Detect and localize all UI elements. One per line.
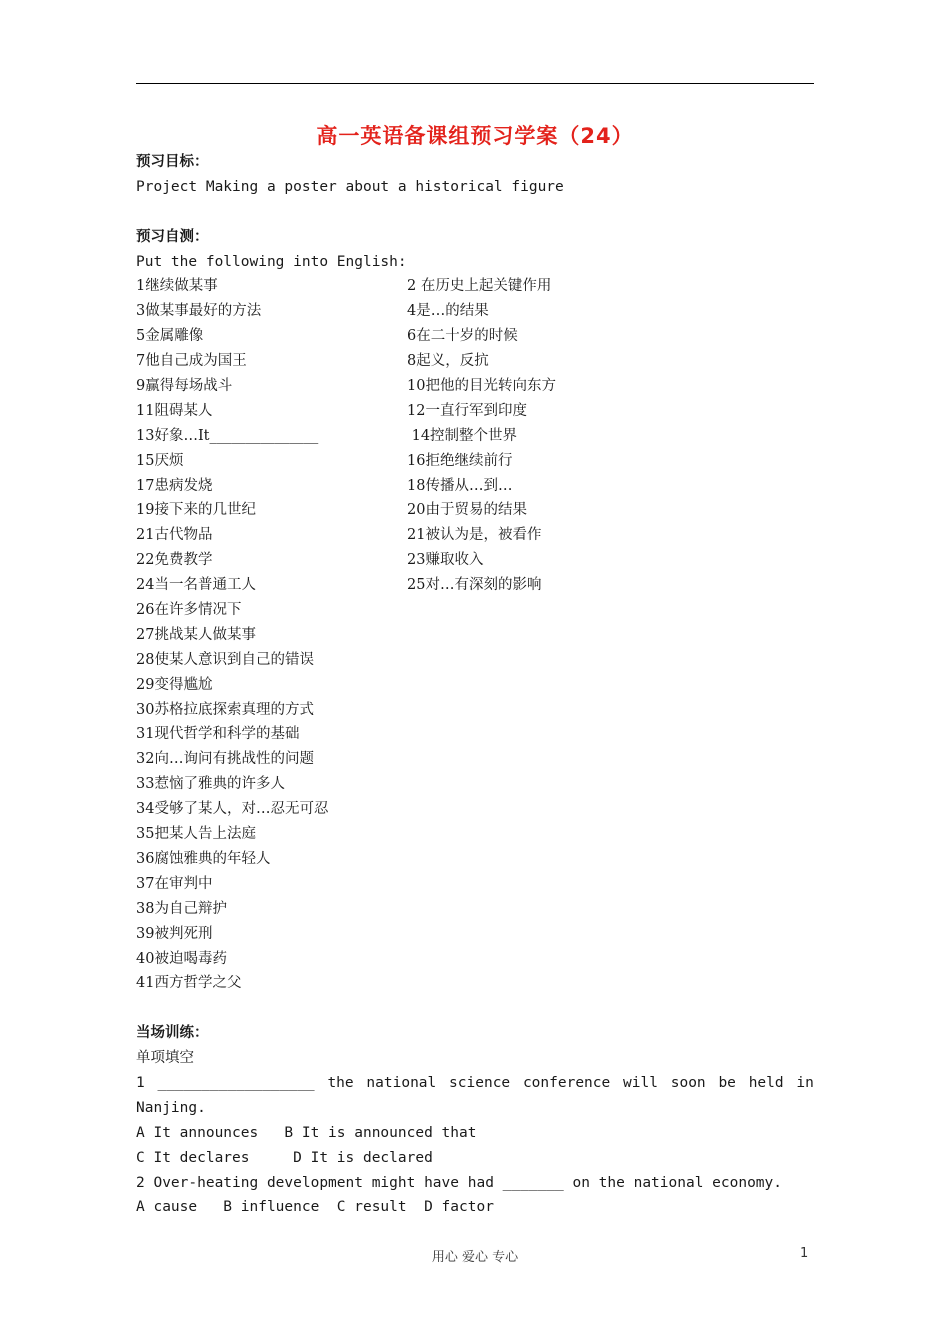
phrase-item: 7他自己成为国王: [136, 353, 247, 370]
self-test-instruction: Put the following into English:: [136, 253, 407, 270]
phrase-item: 15厌烦: [136, 452, 184, 469]
phrase-item: 24当一名普通工人: [136, 577, 256, 594]
question-1-word: held: [748, 1074, 784, 1091]
phrase-pair-row: [136, 498, 814, 523]
phrase-pair-row: [136, 548, 814, 573]
phrase-item: 4是…的结果: [407, 303, 489, 320]
question-1-word: will: [623, 1074, 658, 1091]
phrase-pair-row: [136, 274, 814, 299]
question-1-options-cd: C It declares D It is declared: [136, 1149, 433, 1166]
phrase-item: 22免费教学: [136, 552, 213, 569]
phrase-item: 40被迫喝毒药: [136, 950, 227, 967]
phrase-pair-row: [136, 399, 814, 424]
phrase-item: 32向…询问有挑战性的问题: [136, 751, 314, 768]
question-2: 2 Over-heating development might have had _______ on the national economy.: [136, 1174, 783, 1191]
phrase-item: 16拒绝继续前行: [407, 452, 513, 469]
phrase-item: 25对…有深刻的影响: [407, 577, 542, 594]
question-1-word: the: [327, 1074, 354, 1091]
phrase-item: 29变得尴尬: [136, 676, 213, 693]
phrase-item: 19接下来的几世纪: [136, 502, 256, 519]
phrase-item: 17患病发烧: [136, 477, 213, 494]
question-1-word: national: [366, 1074, 437, 1091]
phrase-pair-row: [136, 424, 814, 449]
phrase-item: 35把某人告上法庭: [136, 826, 256, 843]
phrase-item: 5金属雕像: [136, 328, 204, 345]
question-1-word: soon: [670, 1074, 706, 1091]
phrase-item: 34受够了某人，对…忍无可忍: [136, 801, 329, 818]
practice-subheading: 单项填空: [136, 1050, 194, 1067]
phrase-pair-list: [136, 274, 814, 598]
question-1-continued: Nanjing.: [136, 1099, 206, 1116]
phrase-pair-row: [136, 374, 814, 399]
question-1-word: 1: [136, 1074, 145, 1091]
question-1-word: conference: [522, 1074, 611, 1091]
phrase-item: 11阻碍某人: [136, 402, 213, 419]
phrase-item: 27挑战某人做某事: [136, 626, 256, 643]
phrase-item: 14控制整个世界: [407, 427, 518, 444]
phrase-item: 41西方哲学之父: [136, 975, 242, 992]
question-1-word: in: [796, 1074, 814, 1091]
phrase-item: 18传播从…到…: [407, 477, 513, 494]
phrase-item: 1继续做某事: [136, 278, 218, 295]
phrase-item: 31现代哲学和科学的基础: [136, 726, 300, 743]
document-body: [136, 150, 814, 1220]
page-number: 1: [800, 1246, 809, 1261]
phrase-item: 3做某事最好的方法: [136, 303, 262, 320]
footer-text: 用心 爱心 专心: [431, 1250, 519, 1265]
phrase-item: 10把他的目光转向东方: [407, 378, 556, 395]
question-1: [136, 1071, 814, 1096]
document-title: 高一英语备课组预习学案（24）: [316, 124, 634, 148]
phrase-pair-row: [136, 299, 814, 324]
question-1-word: be: [718, 1074, 736, 1091]
phrase-item: 28使某人意识到自己的错误: [136, 651, 314, 668]
phrase-item: 9赢得每场战斗: [136, 378, 233, 395]
phrase-pair-row: [136, 474, 814, 499]
preview-goal-heading: 预习目标：: [136, 154, 209, 170]
phrase-pair-row: [136, 573, 814, 598]
practice-heading: 当场训练：: [136, 1025, 209, 1042]
phrase-item: 37在审判中: [136, 875, 213, 892]
phrase-item: 8起义，反抗: [407, 353, 489, 370]
phrase-item: 6在二十岁的时候: [407, 328, 518, 345]
phrase-item: 12一直行军到印度: [407, 402, 527, 419]
phrase-pair-row: [136, 324, 814, 349]
phrase-item: 38为自己辩护: [136, 900, 227, 917]
header-rule: [136, 83, 814, 84]
phrase-item: 21古代物品: [136, 527, 213, 544]
phrase-item: 26在许多情况下: [136, 602, 242, 619]
phrase-item: 36腐蚀雅典的年轻人: [136, 850, 271, 867]
phrase-pair-row: [136, 523, 814, 548]
phrase-item: 23赚取收入: [407, 552, 484, 569]
phrase-item: 21被认为是，被看作: [407, 527, 542, 544]
question-2-options: A cause B influence C result D factor: [136, 1199, 494, 1216]
phrase-item: 20由于贸易的结果: [407, 502, 527, 519]
phrase-pair-row: [136, 449, 814, 474]
self-test-heading: 预习自测：: [136, 228, 209, 245]
phrase-item: 39被判死刑: [136, 925, 213, 942]
phrase-item: 2 在历史上起关键作用: [407, 278, 552, 295]
phrase-item: 13好象…It_______________: [136, 427, 319, 444]
phrase-pair-row: [136, 349, 814, 374]
question-1-options-ab: A It announces B It is announced that: [136, 1124, 477, 1141]
phrase-item: 30苏格拉底探索真理的方式: [136, 701, 314, 718]
question-1-word: __________________: [157, 1074, 315, 1091]
question-1-word: science: [449, 1074, 511, 1091]
preview-goal-text: Project Making a poster about a historical figure: [136, 178, 564, 195]
phrase-single-list: [136, 598, 814, 996]
phrase-item: 33惹恼了雅典的许多人: [136, 776, 285, 793]
